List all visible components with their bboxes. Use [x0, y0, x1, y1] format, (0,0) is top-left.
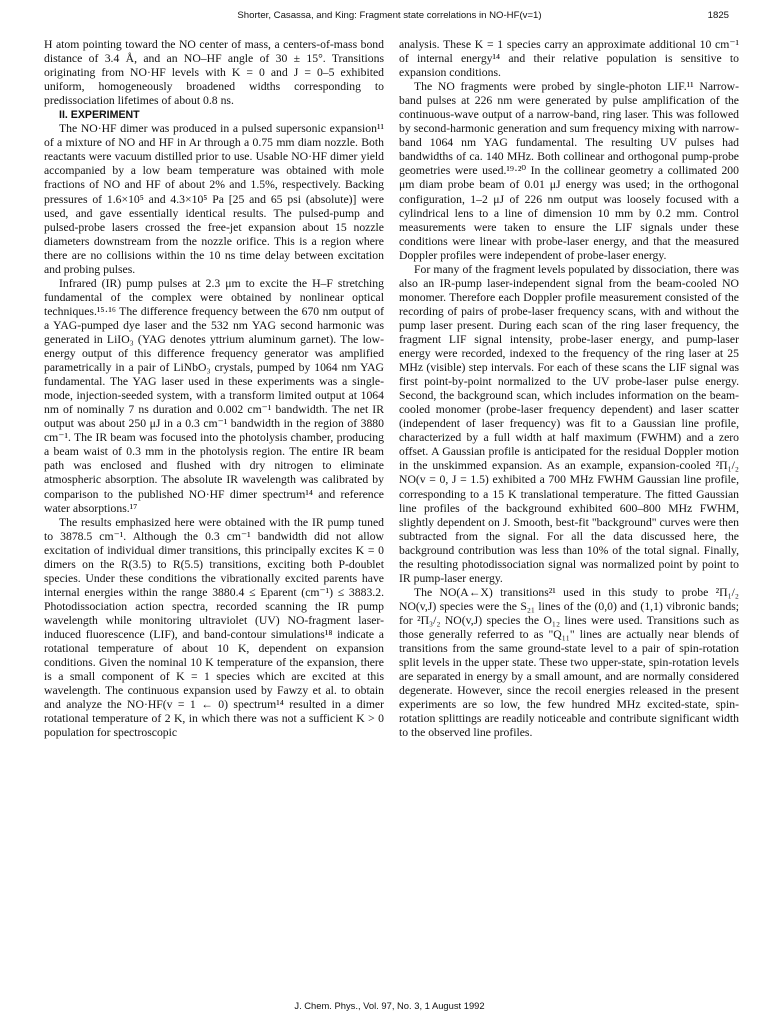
running-header: [0, 10, 779, 26]
paragraph-continued: analysis. These K = 1 species carry an approximate additional 10 cm⁻¹ of internal energy¹⁴ and their relative population is sensitive to expansion conditions.: [399, 38, 739, 80]
intro-paragraph: H atom pointing toward the NO center of mass, a centers-of-mass bond distance of 3.4 Å, and an NO–HF angle of 30 ± 15°. Transitions originating from NO·HF levels with K = 0 and J = 0–5 exhibited uniform, homogeneously broadened widths corresponding to predissociation lifetimes of about 0.8 ns.: [44, 38, 384, 108]
running-title: Shorter, Casassa, and King: Fragment state correlations in NO-HF(v=1): [237, 10, 542, 21]
paragraph-transitions: The NO(A←X) transitions²¹ used in this study to probe ²Π₁/₂ NO(v,J) species were the S₂₁ lines of the (0,0) and (1,1) vibronic bands; for ²Π₃/₂ NO(v,J) species the O₁₂ lines were used. Transitions such as those generally referred to as "Q₁₁" lines are actually near blends of transitions from the same ground-state level to a pair of spin-rotation split levels in the upper state. These two upper-state, spin-rotation levels are separated in energy by a small amount, and are normally considered degenerate. However, since the recoil energies released in the present experiments are so low, the few hundred MHz excited-state, spin-rotation splittings are readily noticeable and contribute significant width to the observed line profiles.: [399, 585, 739, 740]
paragraph-doppler: For many of the fragment levels populated by dissociation, there was also an IR-pump laser-independent signal from the beam-cooled NO monomer. Therefore each Doppler profile measurement consisted of the recording of pairs of probe-laser frequency scans, with and without the pump laser present. During each scan of the ring laser frequency, the fragment LIF signal intensity, probe-laser energy, and pump-laser energy were recorded, indexed to the frequency of the ring laser at 25 MHz (visible) step intervals. For each of these scans the LIF signal was first point-by-point normalized to the UV probe-laser pulse energy. Second, the background scan, which includes information on the beam-cooled monomer (probe-laser frequency dependent) and laser scatter (independent of laser frequency) was fit to a Gaussian line profile, characterized by a full width at half maximum (FWHM) and a zero offset. A Gaussian profile is anticipated for the residual Doppler motion in the unskimmed expansion. As an example, expansion-cooled ²Π₁/₂ NO(v = 0, J = 1.5) exhibited a 700 MHz FWHM Gaussian line profile, corresponding to a 15 K translational temperature. The fitted Gaussian line profiles of the background exhibited 600–800 MHz FWHM, slightly dependent on J. Smooth, best-fit "background" curves were then subtracted from the signal. For all the data discussed here, the background contribution was less than 10% of the total signal. Finally, the resulting photodissociation signal was normalized point by point to IR pump-laser energy.: [399, 262, 739, 585]
page-number: 1825: [707, 10, 729, 21]
paragraph-results: The results emphasized here were obtained with the IR pump tuned to 3878.5 cm⁻¹. Although the 0.3 cm⁻¹ bandwidth did not allow excitation of individual dimer transitions, this principally excites K = 0 dimers on the R(3.5) to R(5.5) transitions, exciting both P-doublet species. Under these conditions the vibrationally excited parents have internal energies within the range 3880.4 ≤ Eparent (cm⁻¹) ≤ 3883.2. Photodissociation action spectra, recorded scanning the IR pump wavelength while monitoring ultraviolet (UV) NO-fragment laser-induced fluorescence (LIF), and band-contour simulations¹⁸ indicate a rotational temperature of about 10 K, dependent on expansion conditions. Given the nominal 10 K temperature of the expansion, there is a small component of K = 1 species which are excited at this wavelength. The continuous expansion used by Fawzy et al. to obtain and analyze the NO·HF(v = 1 ← 0) spectrum¹⁴ resulted in a dimer rotational temperature of 2 K, in which there was not a sufficient K > 0 population for spectroscopic: [44, 515, 384, 740]
left-column: [44, 38, 384, 740]
paragraph-ir-pump: Infrared (IR) pump pulses at 2.3 μm to excite the H–F stretching fundamental of the complex were obtained by nonlinear optical techniques.¹⁵·¹⁶ The difference frequency between the 670 nm output of a YAG-pumped dye laser and the 532 nm YAG second harmonic was generated in LiIO₃ (YAG denotes yttrium aluminum garnet). The low-energy output of this difference frequency generator was amplified parametrically in a pair of LiNbO₃ crystals, pumped by 1064 nm YAG fundamental. The YAG laser used in these experiments was a single-mode, injection-seeded system, with a transform limited output at 1064 nm of nominally 7 ns duration and 0.002 cm⁻¹ bandwidth. The net IR output was about 250 μJ in a 0.3 cm⁻¹ bandwidth in the region of 3880 cm⁻¹. The IR beam was focused into the photolysis chamber, producing a beam waist of 0.3 mm in the photolysis region. The entire IR beam path was enclosed and flushed with dry nitrogen to eliminate atmospheric absorption. The absolute IR wavelength was calibrated by comparison to the published NO·HF dimer spectrum¹⁴ and reference water absorptions.¹⁷: [44, 276, 384, 515]
paragraph-dimer-production: The NO·HF dimer was produced in a pulsed supersonic expansion¹¹ of a mixture of NO and HF in Ar through a 0.75 mm diam nozzle. Both reactants were vacuum distilled prior to use. Usable NO·HF dimer yield accompanied by a low beam temperature was obtained with mole fractions of NO and HF of about 2% and 1.5%, respectively. Backing pressures of 1.6×10⁵ and 4.3×10⁵ Pa [25 and 65 psi (absolute)] were used, and gave essentially identical results. The pulsed-pump and pulsed-probe lasers crossed the free-jet expansion about 15 nozzle diameters downstream from the nozzle orifice. This is a region where there are no collisions within the 10 ns time delay between excitation and probing pulses.: [44, 122, 384, 276]
journal-footer: J. Chem. Phys., Vol. 97, No. 3, 1 August 1992: [294, 1000, 485, 1011]
right-column: [399, 38, 739, 740]
paragraph-probe: The NO fragments were probed by single-photon LIF.¹¹ Narrow-band pulses at 226 nm were generated by pulse amplification of the continuous-wave output of a narrow-band, ring laser. This was followed by second-harmonic generation and sum frequency mixing with narrow-band 1064 nm YAG fundamental. The resulting UV pulses had bandwidths of ca. 140 MHz. Both collinear and orthogonal pump-probe geometries were used.¹⁹·²⁰ In the collinear geometry a collimated 200 μm diam probe beam of 0.01 μJ energy was used; in the orthogonal configuration, 1–2 μJ of 226 nm output was loosely focused with a cylindrical lens to a line of dimension 10 mm by 0.2 mm. Control measurements were taken to ensure the LIF signals under these conditions were linear with probe-laser energy, and that the measured Doppler profiles were independent of probe-laser energy.: [399, 80, 739, 262]
section-heading-experiment: II. EXPERIMENT: [59, 109, 140, 122]
